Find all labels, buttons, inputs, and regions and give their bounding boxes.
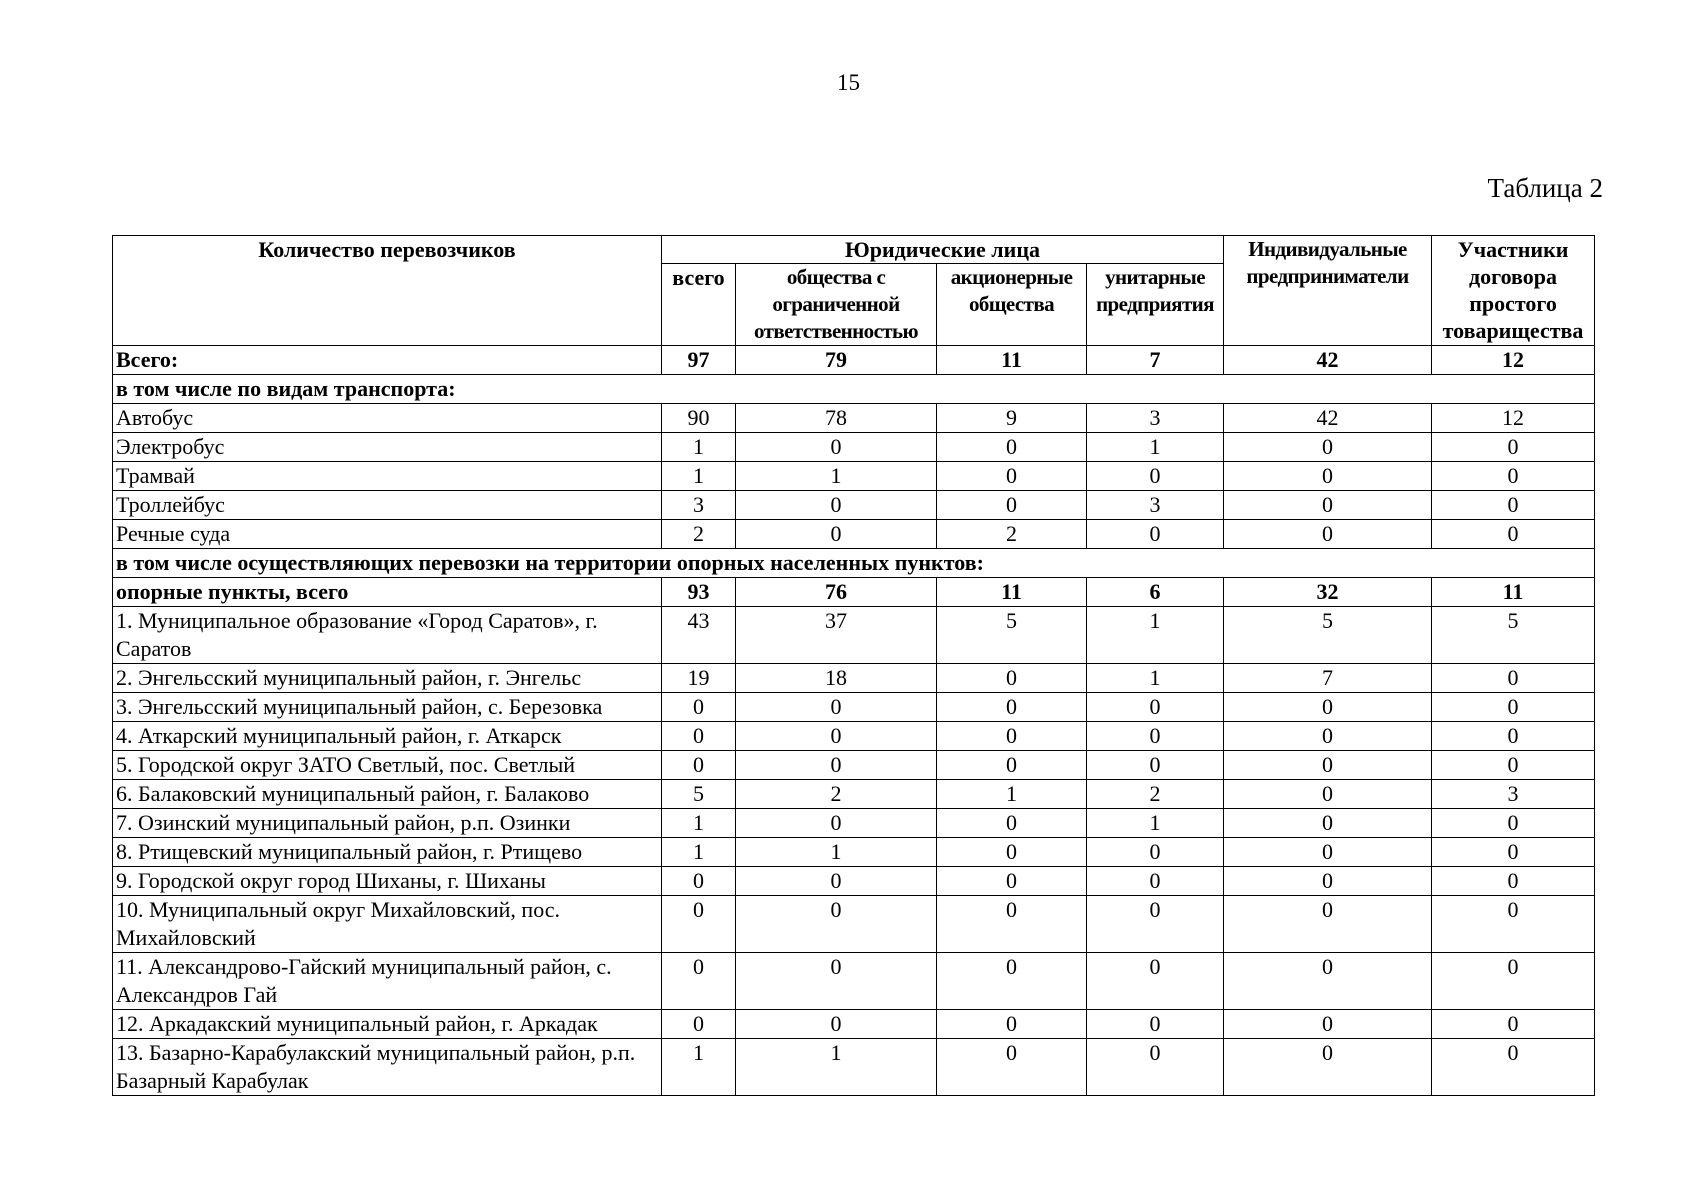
value-cell: 0 bbox=[1432, 867, 1595, 896]
point-row bbox=[113, 838, 1595, 867]
header-individual: Индивидуальные предприниматели bbox=[1224, 236, 1432, 346]
value-cell: 1 bbox=[1087, 607, 1224, 664]
value-cell: 0 bbox=[1224, 1010, 1432, 1039]
transport-row bbox=[113, 404, 1595, 433]
value-cell: 0 bbox=[937, 809, 1087, 838]
value-cell: 0 bbox=[937, 1039, 1087, 1096]
value-cell: 0 bbox=[937, 491, 1087, 520]
value-cell: 3 bbox=[1432, 780, 1595, 809]
header-total: всего bbox=[662, 264, 736, 346]
value-cell: 1 bbox=[662, 809, 736, 838]
transport-row bbox=[113, 433, 1595, 462]
value-cell: 42 bbox=[1224, 346, 1432, 375]
value-cell: 0 bbox=[1224, 722, 1432, 751]
value-cell: 0 bbox=[662, 693, 736, 722]
value-cell: 0 bbox=[1087, 867, 1224, 896]
value-cell: 0 bbox=[937, 693, 1087, 722]
value-cell: 7 bbox=[1087, 346, 1224, 375]
value-cell: 0 bbox=[736, 491, 937, 520]
point-row bbox=[113, 896, 1595, 953]
value-cell: 76 bbox=[736, 578, 937, 607]
row-label: 1. Муниципальное образование «Город Саратов», г. Саратов bbox=[113, 607, 662, 664]
row-label: Всего: bbox=[113, 346, 662, 375]
value-cell: 0 bbox=[937, 751, 1087, 780]
value-cell: 3 bbox=[1087, 491, 1224, 520]
section-heading: в том числе по видам транспорта: bbox=[113, 375, 1595, 404]
value-cell: 0 bbox=[1087, 896, 1224, 953]
value-cell: 1 bbox=[1087, 809, 1224, 838]
value-cell: 0 bbox=[1432, 462, 1595, 491]
value-cell: 0 bbox=[1224, 1039, 1432, 1096]
carriers-table bbox=[112, 235, 1595, 1096]
value-cell: 0 bbox=[1432, 722, 1595, 751]
value-cell: 0 bbox=[662, 953, 736, 1010]
value-cell: 43 bbox=[662, 607, 736, 664]
value-cell: 79 bbox=[736, 346, 937, 375]
value-cell: 0 bbox=[1432, 953, 1595, 1010]
value-cell: 0 bbox=[937, 433, 1087, 462]
value-cell: 2 bbox=[937, 520, 1087, 549]
value-cell: 0 bbox=[1087, 693, 1224, 722]
value-cell: 0 bbox=[937, 1010, 1087, 1039]
value-cell: 0 bbox=[1432, 520, 1595, 549]
value-cell: 11 bbox=[937, 346, 1087, 375]
value-cell: 5 bbox=[937, 607, 1087, 664]
value-cell: 6 bbox=[1087, 578, 1224, 607]
value-cell: 3 bbox=[662, 491, 736, 520]
header-llc: общества с ограниченной ответственностью bbox=[736, 264, 937, 346]
value-cell: 0 bbox=[937, 664, 1087, 693]
table-caption: Таблица 2 bbox=[1487, 173, 1603, 203]
value-cell: 7 bbox=[1224, 664, 1432, 693]
value-cell: 0 bbox=[1432, 809, 1595, 838]
value-cell: 78 bbox=[736, 404, 937, 433]
value-cell: 0 bbox=[1432, 664, 1595, 693]
value-cell: 0 bbox=[736, 953, 937, 1010]
value-cell: 93 bbox=[662, 578, 736, 607]
value-cell: 3 bbox=[1087, 404, 1224, 433]
value-cell: 0 bbox=[937, 462, 1087, 491]
value-cell: 0 bbox=[1224, 751, 1432, 780]
value-cell: 5 bbox=[1224, 607, 1432, 664]
row-label: 8. Ртищевский муниципальный район, г. Ртищево bbox=[113, 838, 662, 867]
header-carriers: Количество перевозчиков bbox=[113, 236, 662, 346]
value-cell: 0 bbox=[1432, 1010, 1595, 1039]
row-label: 9. Городской округ город Шиханы, г. Шиханы bbox=[113, 867, 662, 896]
header-partnership: Участники договора простого товарищества bbox=[1432, 236, 1595, 346]
row-label: 4. Аткарский муниципальный район, г. Аткарск bbox=[113, 722, 662, 751]
row-label: Речные суда bbox=[113, 520, 662, 549]
value-cell: 0 bbox=[1087, 838, 1224, 867]
value-cell: 0 bbox=[1224, 838, 1432, 867]
value-cell: 1 bbox=[736, 462, 937, 491]
value-cell: 0 bbox=[662, 722, 736, 751]
value-cell: 0 bbox=[1087, 1010, 1224, 1039]
point-row bbox=[113, 953, 1595, 1010]
row-label: 13. Базарно-Карабулакский муниципальный район, р.п. Базарный Карабулак bbox=[113, 1039, 662, 1096]
point-row bbox=[113, 780, 1595, 809]
row-label: 5. Городской округ ЗАТО Светлый, пос. Светлый bbox=[113, 751, 662, 780]
value-cell: 11 bbox=[937, 578, 1087, 607]
value-cell: 0 bbox=[1224, 693, 1432, 722]
value-cell: 0 bbox=[1224, 433, 1432, 462]
value-cell: 0 bbox=[736, 751, 937, 780]
value-cell: 0 bbox=[662, 1010, 736, 1039]
value-cell: 0 bbox=[937, 896, 1087, 953]
value-cell: 37 bbox=[736, 607, 937, 664]
value-cell: 0 bbox=[1087, 751, 1224, 780]
value-cell: 1 bbox=[662, 1039, 736, 1096]
value-cell: 0 bbox=[1224, 520, 1432, 549]
value-cell: 0 bbox=[1087, 520, 1224, 549]
header-unitary: унитарные предприятия bbox=[1087, 264, 1224, 346]
value-cell: 0 bbox=[937, 838, 1087, 867]
row-label: Электробус bbox=[113, 433, 662, 462]
value-cell: 2 bbox=[1087, 780, 1224, 809]
value-cell: 1 bbox=[662, 838, 736, 867]
value-cell: 2 bbox=[736, 780, 937, 809]
value-cell: 0 bbox=[1224, 867, 1432, 896]
value-cell: 0 bbox=[736, 1010, 937, 1039]
header-legal-entities: Юридические лица bbox=[662, 236, 1224, 264]
point-row bbox=[113, 607, 1595, 664]
value-cell: 0 bbox=[736, 520, 937, 549]
value-cell: 97 bbox=[662, 346, 736, 375]
value-cell: 0 bbox=[937, 722, 1087, 751]
point-row bbox=[113, 1010, 1595, 1039]
value-cell: 0 bbox=[662, 867, 736, 896]
value-cell: 12 bbox=[1432, 404, 1595, 433]
row-label: Троллейбус bbox=[113, 491, 662, 520]
row-label: 7. Озинский муниципальный район, р.п. Озинки bbox=[113, 809, 662, 838]
row-label: 11. Александрово-Гайский муниципальный район, с. Александров Гай bbox=[113, 953, 662, 1010]
value-cell: 1 bbox=[736, 1039, 937, 1096]
header-jsc: акционерные общества bbox=[937, 264, 1087, 346]
value-cell: 0 bbox=[1224, 953, 1432, 1010]
value-cell: 0 bbox=[1224, 809, 1432, 838]
page-number: 15 bbox=[837, 70, 860, 95]
transport-row bbox=[113, 491, 1595, 520]
value-cell: 0 bbox=[1432, 693, 1595, 722]
row-label: 12. Аркадакский муниципальный район, г. Аркадак bbox=[113, 1010, 662, 1039]
value-cell: 1 bbox=[937, 780, 1087, 809]
value-cell: 0 bbox=[1224, 491, 1432, 520]
value-cell: 42 bbox=[1224, 404, 1432, 433]
value-cell: 1 bbox=[662, 462, 736, 491]
value-cell: 0 bbox=[937, 867, 1087, 896]
point-row bbox=[113, 722, 1595, 751]
point-row bbox=[113, 751, 1595, 780]
value-cell: 0 bbox=[1224, 780, 1432, 809]
value-cell: 12 bbox=[1432, 346, 1595, 375]
value-cell: 1 bbox=[1087, 433, 1224, 462]
value-cell: 18 bbox=[736, 664, 937, 693]
value-cell: 0 bbox=[1087, 722, 1224, 751]
value-cell: 1 bbox=[1087, 664, 1224, 693]
value-cell: 1 bbox=[662, 433, 736, 462]
value-cell: 0 bbox=[662, 751, 736, 780]
value-cell: 1 bbox=[736, 838, 937, 867]
point-row bbox=[113, 1039, 1595, 1096]
value-cell: 0 bbox=[736, 867, 937, 896]
point-row bbox=[113, 693, 1595, 722]
value-cell: 0 bbox=[937, 953, 1087, 1010]
section-transport-row bbox=[113, 375, 1595, 404]
value-cell: 0 bbox=[1087, 953, 1224, 1010]
value-cell: 0 bbox=[1432, 896, 1595, 953]
value-cell: 0 bbox=[1087, 462, 1224, 491]
value-cell: 32 bbox=[1224, 578, 1432, 607]
value-cell: 0 bbox=[1432, 1039, 1595, 1096]
point-row bbox=[113, 664, 1595, 693]
row-label: 6. Балаковский муниципальный район, г. Балаково bbox=[113, 780, 662, 809]
points-total-row bbox=[113, 578, 1595, 607]
value-cell: 19 bbox=[662, 664, 736, 693]
value-cell: 90 bbox=[662, 404, 736, 433]
section-points-row bbox=[113, 549, 1595, 578]
value-cell: 0 bbox=[1087, 1039, 1224, 1096]
point-row bbox=[113, 867, 1595, 896]
value-cell: 5 bbox=[1432, 607, 1595, 664]
value-cell: 0 bbox=[1224, 896, 1432, 953]
value-cell: 0 bbox=[662, 896, 736, 953]
row-label: 3. Энгельсский муниципальный район, с. Березовка bbox=[113, 693, 662, 722]
value-cell: 11 bbox=[1432, 578, 1595, 607]
value-cell: 0 bbox=[736, 896, 937, 953]
value-cell: 0 bbox=[1224, 462, 1432, 491]
value-cell: 2 bbox=[662, 520, 736, 549]
row-label: 2. Энгельсский муниципальный район, г. Энгельс bbox=[113, 664, 662, 693]
point-row bbox=[113, 809, 1595, 838]
value-cell: 5 bbox=[662, 780, 736, 809]
value-cell: 0 bbox=[1432, 491, 1595, 520]
value-cell: 9 bbox=[937, 404, 1087, 433]
value-cell: 0 bbox=[736, 433, 937, 462]
section-heading: в том числе осуществляющих перевозки на территории опорных населенных пунктов: bbox=[113, 549, 1595, 578]
value-cell: 0 bbox=[1432, 751, 1595, 780]
value-cell: 0 bbox=[736, 722, 937, 751]
row-label: Автобус bbox=[113, 404, 662, 433]
value-cell: 0 bbox=[736, 693, 937, 722]
value-cell: 0 bbox=[1432, 433, 1595, 462]
row-label: 10. Муниципальный округ Михайловский, пос. Михайловский bbox=[113, 896, 662, 953]
transport-row bbox=[113, 462, 1595, 491]
row-label: Трамвай bbox=[113, 462, 662, 491]
value-cell: 0 bbox=[736, 809, 937, 838]
row-label: опорные пункты, всего bbox=[113, 578, 662, 607]
transport-row bbox=[113, 520, 1595, 549]
totals-row bbox=[113, 346, 1595, 375]
value-cell: 0 bbox=[1432, 838, 1595, 867]
